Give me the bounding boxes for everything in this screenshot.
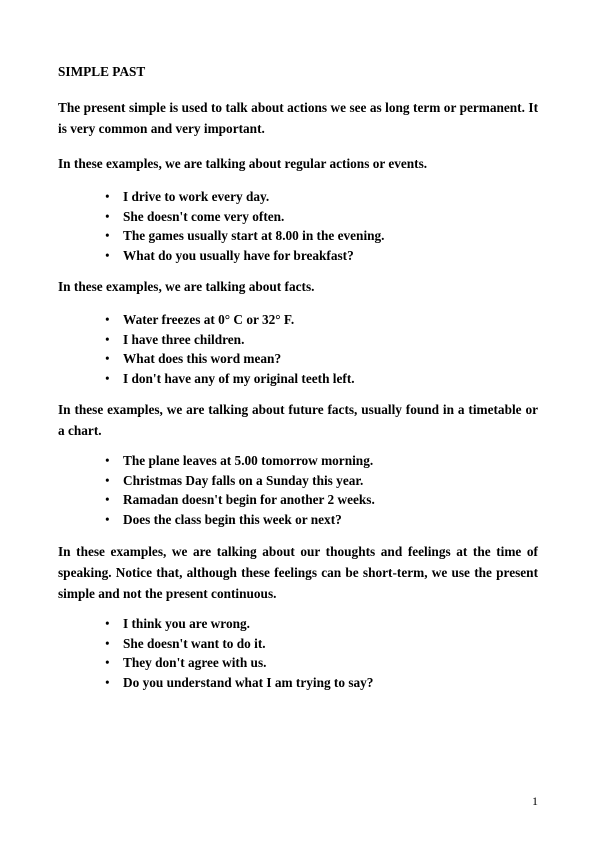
bullet-icon: • (105, 453, 110, 468)
bullet-list-1 (58, 187, 538, 265)
bullet-icon: • (105, 674, 110, 690)
list-item: • She doesn't come very often. (58, 207, 538, 227)
bullet-list-2 (58, 310, 538, 388)
document-page (58, 64, 538, 692)
bullet-icon: • (105, 247, 110, 263)
bullet-icon: • (105, 511, 110, 527)
bullet-icon: • (105, 351, 110, 366)
list-item: • They don't agree with us. (58, 653, 538, 673)
bullet-icon: • (105, 635, 110, 651)
page-title: SIMPLE PAST (58, 64, 146, 79)
list-item: • What do you usually have for breakfast? (58, 246, 538, 266)
list-item: • Water freezes at 0° C or 32° F. (58, 310, 538, 330)
list-item: • I drive to work every day. (58, 187, 538, 207)
bullet-list-4 (58, 614, 538, 692)
list-item: • I don't have any of my original teeth left. (58, 369, 538, 389)
list-item: • Christmas Day falls on a Sunday this year. (58, 471, 538, 491)
list-item: • The games usually start at 8.00 in the evening. (58, 226, 538, 246)
list-item: • I think you are wrong. (58, 614, 538, 634)
bullet-icon: • (105, 472, 110, 488)
bullet-icon: • (105, 189, 110, 204)
bullet-icon: • (105, 208, 110, 224)
bullet-icon: • (105, 370, 110, 386)
list-item: • Do you understand what I am trying to say? (58, 673, 538, 693)
bullet-icon: • (105, 312, 110, 327)
list-item: • The plane leaves at 5.00 tomorrow morning. (58, 451, 538, 471)
list-item: • I have three children. (58, 330, 538, 350)
intro-paragraph: The present simple is used to talk about actions we see as long term or permanent. It is very common and very important. (58, 100, 538, 136)
bullet-icon: • (105, 616, 110, 631)
list-item: • Ramadan doesn't begin for another 2 weeks. (58, 490, 538, 510)
section-heading-2: In these examples, we are talking about facts. (58, 279, 315, 294)
section-heading-3: In these examples, we are talking about future facts, usually found in a timetable or a chart. (58, 402, 538, 438)
bullet-list-3 (58, 451, 538, 529)
list-item: • What does this word mean? (58, 349, 538, 369)
list-item: • She doesn't want to do it. (58, 634, 538, 654)
section-heading-4: In these examples, we are talking about our thoughts and feelings at the time of speaking. Notice that, although these feelings can be short-term, we use the present simple and not the present continuous. (58, 544, 538, 601)
page-number: 1 (532, 794, 538, 808)
list-item: • Does the class begin this week or next? (58, 510, 538, 530)
bullet-icon: • (105, 331, 110, 347)
bullet-icon: • (105, 655, 110, 670)
bullet-icon: • (105, 228, 110, 243)
bullet-icon: • (105, 492, 110, 507)
section-heading-1: In these examples, we are talking about regular actions or events. (58, 156, 428, 171)
